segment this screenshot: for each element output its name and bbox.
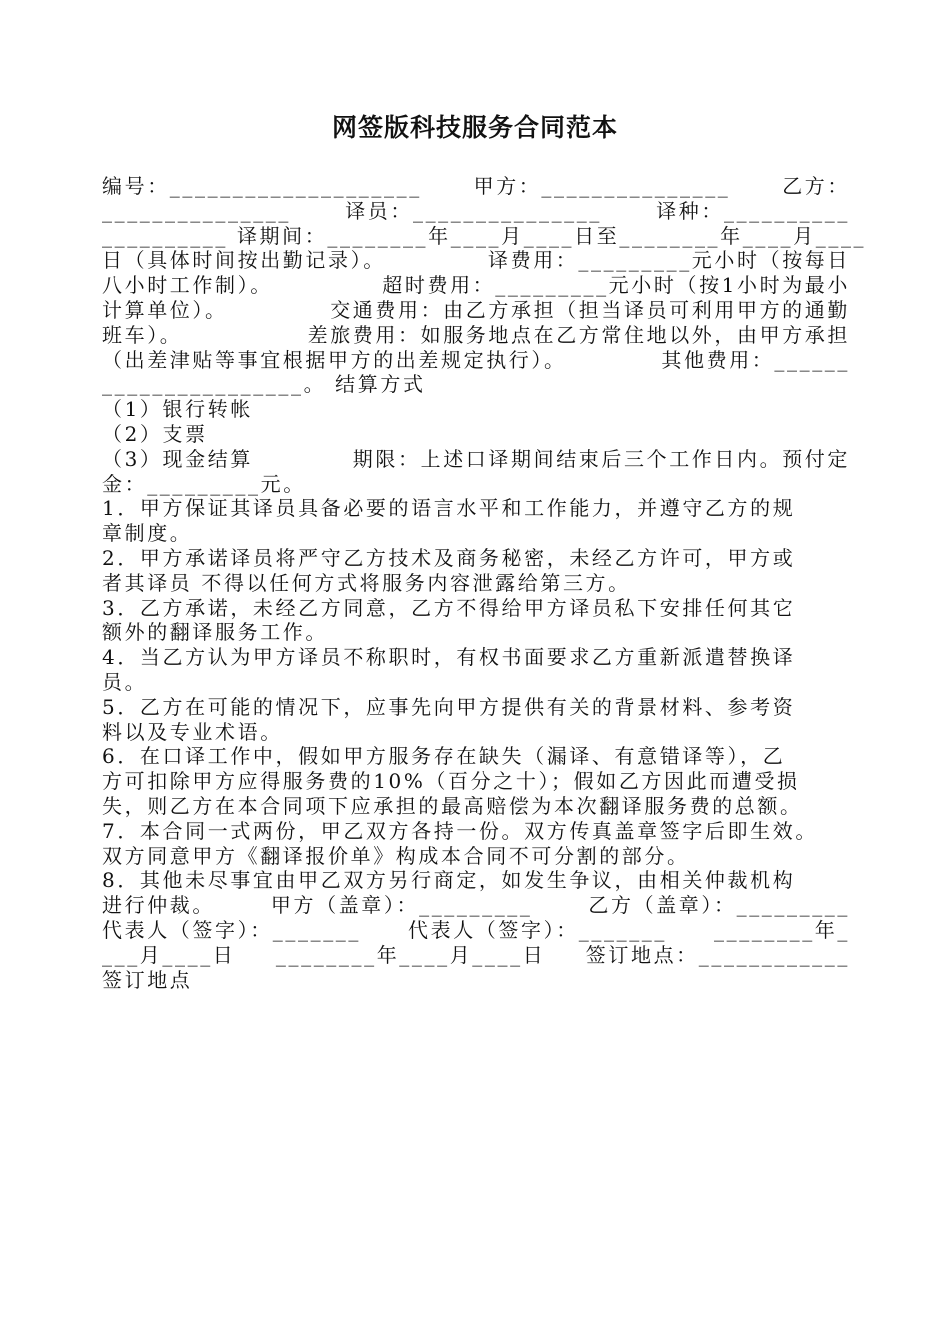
line-text: 八小时工作制）。 [102, 273, 273, 298]
document-line [102, 968, 850, 993]
document-line [102, 868, 850, 893]
line-text: 章制度。 [102, 521, 193, 546]
document-line [102, 695, 850, 720]
document-line [102, 472, 850, 497]
line-text: 8．其他未尽事宜由甲乙双方另行商定，如发生争议，由相关仲裁机构 [102, 868, 796, 893]
line-text: 代表人（签字）：_______ [408, 917, 667, 942]
document-line [102, 199, 850, 224]
document-line [102, 372, 850, 397]
document-line [102, 571, 850, 596]
line-text: 代表人（签字）：_______ [102, 917, 361, 942]
line-text: 2．甲方承诺译员将严守乙方技术及商务秘密，未经乙方许可，甲方或 [102, 545, 796, 570]
line-text: ___月____日 [102, 942, 236, 967]
line-text: 6．在口译工作中，假如甲方服务存在缺失（漏译、有意错译等），乙 [102, 744, 786, 769]
line-text: 双方同意甲方《翻译报价单》构成本合同不可分割的部分。 [102, 843, 690, 868]
line-text: 金：_________元。 [102, 471, 306, 496]
document-line [102, 447, 850, 472]
line-text: 差旅费用：如服务地点在乙方常住地以外，由甲方承担 [307, 322, 850, 347]
line-text: 4．当乙方认为甲方译员不称职时，有权书面要求乙方重新派遣替换译 [102, 645, 796, 670]
line-text: 乙方： [782, 174, 850, 198]
line-text: 方可扣除甲方应得服务费的10%（百分之十）；假如乙方因此而遭受损 [102, 769, 800, 794]
line-text: 乙方（盖章）：_________ [588, 893, 850, 918]
line-text: ________________。 结算方式 [102, 372, 426, 397]
line-text: 额外的翻译服务工作。 [102, 620, 328, 645]
line-text: 译种：__________ [656, 198, 850, 223]
document-line [102, 422, 850, 447]
document-line [102, 348, 850, 373]
document-line [102, 893, 850, 918]
line-text: 签订地点 [102, 967, 193, 992]
line-text: 料以及专业术语。 [102, 719, 283, 744]
line-text: 班车）。 [102, 322, 183, 347]
document-line [102, 298, 850, 323]
line-text: 编号：____________________ [102, 174, 422, 198]
document-line [102, 248, 850, 273]
document-line [102, 397, 850, 422]
document-line [102, 521, 850, 546]
line-text: 1．甲方保证其译员具备必要的语言水平和工作能力，并遵守乙方的规 [102, 496, 796, 521]
document-line [102, 819, 850, 844]
line-text: 计算单位）。 [102, 297, 228, 322]
line-text: 3．乙方承诺，未经乙方同意，乙方不得给甲方译员私下安排任何其它 [102, 595, 796, 620]
line-text: ________年_ [714, 917, 850, 942]
line-text: 译员：_______________ [345, 198, 602, 223]
document-line [102, 794, 850, 819]
document-line [102, 769, 850, 794]
document-line [102, 744, 850, 769]
line-text: （3）现金结算 [102, 446, 253, 471]
document-line [102, 546, 850, 571]
line-text: __________ 译期间：________年____月____日至________年____月____ [102, 223, 867, 248]
line-text: _______________ [102, 198, 291, 223]
line-text: （出差津贴等事宜根据甲方的出差规定执行）。 [102, 347, 567, 372]
line-text: 其他费用：______ [661, 347, 850, 372]
document-line [102, 918, 850, 943]
line-text: 甲方：_______________ [473, 174, 731, 198]
line-text: ________年____月____日 [275, 942, 546, 967]
line-text: 签订地点：____________ [585, 942, 850, 967]
document-line [102, 645, 850, 670]
document-line [102, 273, 850, 298]
line-text: （2）支票 [102, 421, 208, 446]
line-text: 7．本合同一式两份，甲乙双方各持一份。双方传真盖章签字后即生效。 [102, 818, 818, 843]
line-text: 超时费用：_________元小时（按1小时为最小 [382, 273, 850, 298]
document-line [102, 323, 850, 348]
document-line [102, 174, 850, 199]
line-text: 甲方（盖章）：_________ [270, 893, 533, 918]
document-line [102, 596, 850, 621]
line-text: 员。 [102, 669, 148, 694]
line-text: （1）银行转帐 [102, 397, 253, 422]
line-text: 译费用：_________元小时（按每日 [488, 248, 850, 273]
document-line [102, 223, 867, 249]
document-line [102, 720, 850, 745]
document-line [102, 844, 850, 869]
line-text: 交通费用：由乙方承担（担当译员可利用甲方的通勤 [330, 297, 850, 322]
line-text: 者其译员 不得以任何方式将服务内容泄露给第三方。 [102, 570, 631, 595]
document-line [102, 620, 850, 645]
contract-body [102, 174, 867, 992]
line-text: 进行仲裁。 [102, 893, 215, 918]
line-text: 期限：上述口译期间结束后三个工作日内。预付定 [352, 446, 850, 471]
document-title: 网签版科技服务合同范本 [331, 113, 618, 142]
document-line [102, 496, 850, 521]
line-text: 5．乙方在可能的情况下，应事先向甲方提供有关的背景材料、参考资 [102, 694, 796, 719]
document-line [102, 943, 850, 968]
document-line [102, 670, 850, 695]
line-text: 日（具体时间按出勤记录）。 [102, 248, 386, 273]
line-text: 失，则乙方在本合同项下应承担的最高赔偿为本次翻译服务费的总额。 [102, 793, 803, 818]
